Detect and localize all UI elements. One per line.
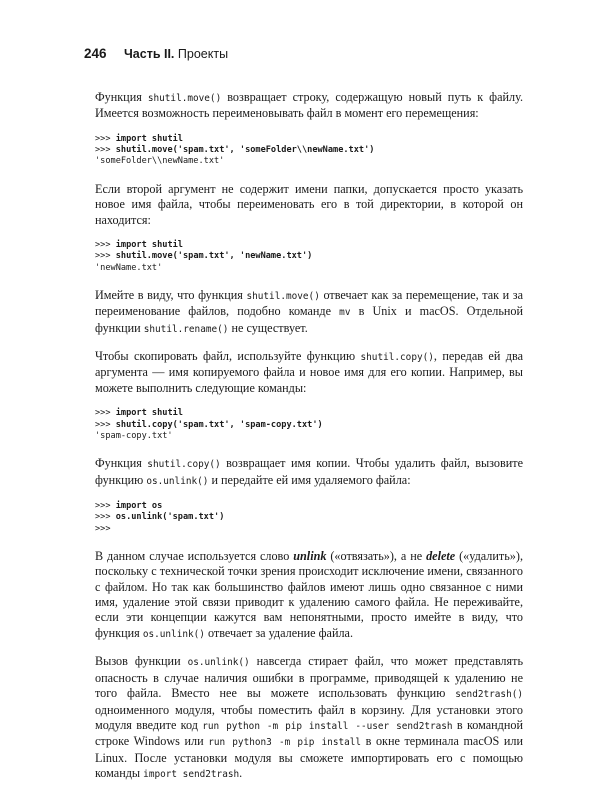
code-block-copy: >>> import shutil >>> shutil.copy('spam.txt', 'spam-copy.txt') 'spam-copy.txt' (95, 408, 323, 441)
paragraph-send2trash: Вызов функции os.unlink() навсегда стирает файл, что может представлять опасность в случае наличия ошибки в программе, приводящей к удалению не того файла. Вместо нее вы можете использовать функцию send2trash() одноименного модуля, чтобы поместить файл в корзину. Для установки этого модуля введите код run python -m pip install --user send2trash в командной строке Windows или run python3 -m pip install в окне терминала macOS или Linux. После установки модуля вы сможете импортировать его с помощью команды import send2trash. (95, 654, 524, 781)
code-block-move: >>> import shutil >>> shutil.move('spam.txt', 'someFolder\\newName.txt') 'someFolder\\newName.txt' (95, 133, 375, 167)
paragraph-copy-return: Функция shutil.copy() возвращает имя копии. Чтобы удалить файл, вызовите функцию os.unlink() и передайте ей имя удаляемого файла: (95, 456, 523, 487)
page-number: 246 (84, 46, 107, 61)
part-label: Часть II. (124, 47, 175, 61)
inline-code: shutil.move() (147, 93, 222, 104)
paragraph-mv-note: Имейте в виду, что функция shutil.move() отвечает как за перемещение, так и за переименование файлов, подобно команде mv в Unix и macOS. Отдельной функции shutil.rename() не существует. (95, 287, 524, 335)
page-body (95, 90, 523, 795)
code-block-rename: >>> import shutil >>> shutil.move('spam.txt', 'newName.txt') 'newName.txt' (95, 239, 313, 273)
paragraph-move: Функция shutil.move() возвращает строку, содержащую новый путь к файлу. Имеется возможность переименовывать файл в момент его перемещения: (95, 90, 524, 121)
paragraph-rename: Если второй аргумент не содержит имени папки, допускается просто указать новое имя файла, чтобы переименовать его в той директории, в которой он находится: (95, 181, 523, 227)
paragraph-copy: Чтобы скопировать файл, используйте функцию shutil.copy(), передав ей два аргумента — имя копируемого файла и новое имя для его копии. Например, вы можете выполнить следующие команды: (95, 349, 524, 395)
paragraph-unlink: В данном случае используется слово unlink («отвязать»), а не delete («удалить»), поскольку с технической точки зрения происходит исключение имени, связанного с файлом. Но так как большинство файлов имеют лишь одно связанное с ними имя, удаление этой связи приводит к удалению самого файла. Не переживайте, если эти концепции кажутся вам непонятными, просто имейте в виду, что функция os.unlink() отвечает за удаление файла. (95, 548, 523, 640)
page-header (84, 46, 524, 64)
code-block-unlink: >>> import os >>> os.unlink('spam.txt') >>> (95, 500, 225, 534)
part-title: Проекты (177, 47, 229, 61)
